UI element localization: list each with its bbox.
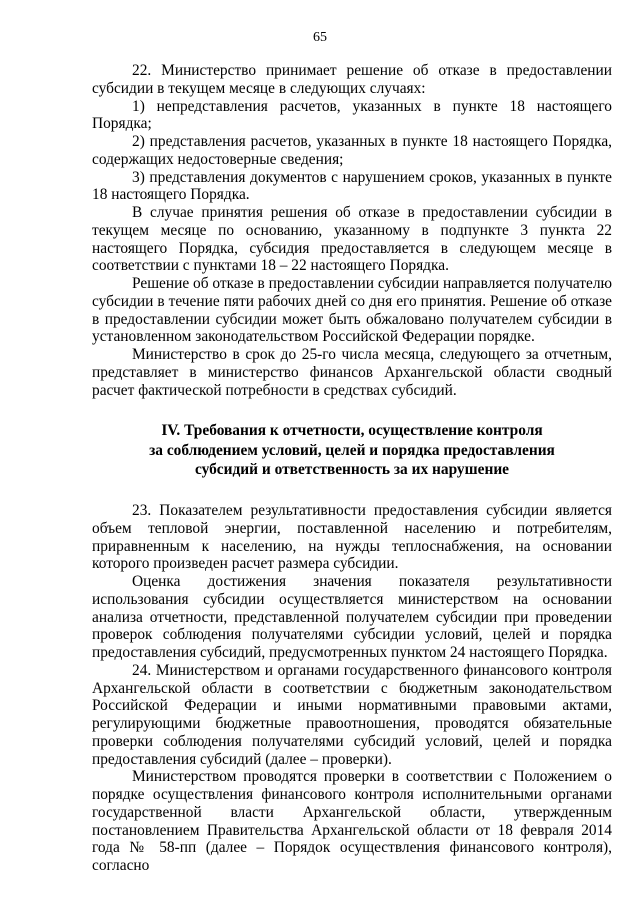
paragraph-refusal-appeal: Решение об отказе в предоставлении субсидии направляется получателю субсидии в течение пяти рабочих дней со дня его принятия. Решение об отказе в предоставлении субсидии может быть обжаловано получателем субсидии в установленном законодательством Российской Федерации порядке. bbox=[92, 275, 612, 346]
list-item-3: 3) представления документов с нарушением сроков, указанных в пункте 18 настоящего Порядка. bbox=[92, 168, 612, 204]
list-item-2: 2) представления расчетов, указанных в пункте 18 настоящего Порядка, содержащих недостоверные сведения; bbox=[92, 133, 612, 168]
spacer bbox=[92, 399, 612, 421]
paragraph-assessment: Оценка достижения значения показателя результативности использования субсидии осуществляется министерством на основании анализа отчетности, представленной получателем субсидии при проведении проверок соблюдения получателями субсидии условий, целей и порядка предоставления субсидий, предусмотренных пунктом 24 настоящего Порядка. bbox=[92, 573, 612, 662]
paragraph-24: 24. Министерством и органами государственного финансового контроля Архангельской области в соответствии с бюджетным законодательством Российской Федерации и иными нормативными правовыми актами, регулирующими бюджетные правоотношения, проводятся обязательные проверки соблюдения получателями субсидий условий, целей и порядка предоставления субсидий (далее – проверки). bbox=[92, 661, 612, 768]
document-body bbox=[92, 62, 612, 875]
list-item-1: 1) непредставления расчетов, указанных в пункте 18 настоящего Порядка; bbox=[92, 97, 612, 133]
paragraph-ministry-report: Министерство в срок до 25-го числа месяца, следующего за отчетным, представляет в министерство финансов Архангельской области сводный расчет фактической потребности в средствах субсидий. bbox=[92, 346, 612, 399]
section-heading-line-3: субсидий и ответственность за их нарушение bbox=[194, 461, 510, 479]
section-heading-line-1: IV. Требования к отчетности, осуществление контроля bbox=[161, 422, 543, 440]
section-heading bbox=[92, 421, 612, 480]
paragraph-23: 23. Показателем результативности предоставления субсидии является объем тепловой энергии, поставленной населению и потребителям, приравненным к населению, на нужды теплоснабжения, на основании которого произведен расчет размера субсидии. bbox=[92, 502, 612, 573]
paragraph-inspections: Министерством проводятся проверки в соответствии с Положением о порядке осуществления финансового контроля исполнительными органами государственной власти Архангельской области, утвержденным постановлением Правительства Архангельской области от 18 февраля 2014 года № 58-пп (далее – Порядок осуществления финансового контроля), согласно bbox=[92, 768, 612, 875]
spacer bbox=[92, 480, 612, 502]
section-heading-line-2: за соблюдением условий, целей и порядка предоставления bbox=[149, 441, 555, 459]
page-number: 65 bbox=[313, 30, 327, 45]
paragraph-22: 22. Министерство принимает решение об отказе в предоставлении субсидии в текущем месяце в следующих случаях: bbox=[92, 62, 612, 97]
paragraph-refusal-next-month: В случае принятия решения об отказе в предоставлении субсидии в текущем месяце по основанию, указанному в подпункте 3 пункта 22 настоящего Порядка, субсидия предоставляется в следующем месяце в соответствии с пунктами 18 – 22 настоящего Порядка. bbox=[92, 204, 612, 275]
